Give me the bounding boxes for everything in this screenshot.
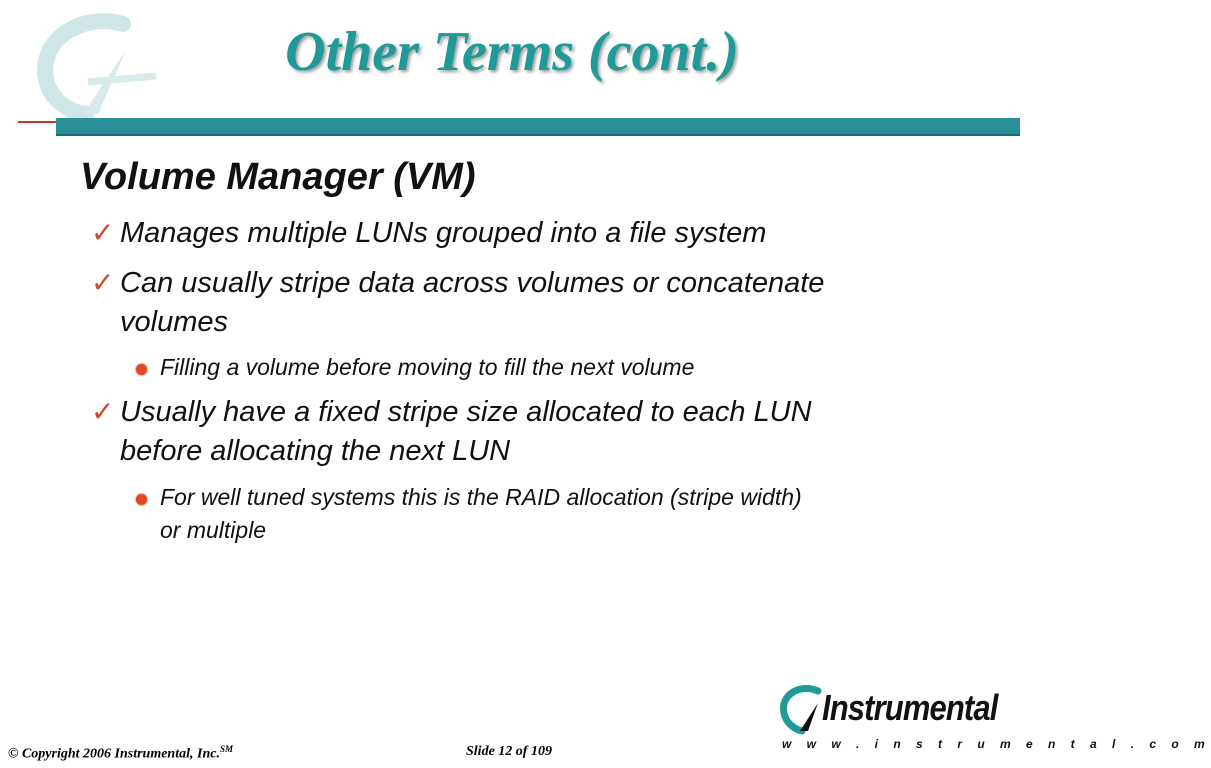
brand-url: w w w . i n s t r u m e n t a l . c o m: [782, 737, 1211, 751]
service-mark: SM: [219, 744, 233, 754]
brand-name: Instrumental: [822, 687, 998, 728]
bullet-2: [120, 264, 1000, 342]
bullet-3-line-2: before allocating the next LUN: [120, 435, 511, 467]
bullet-2-line-1: Can usually stripe data across volumes or concatenate: [120, 267, 825, 299]
title-rule-bar: [56, 118, 1020, 136]
sub-bullet-2-1-line-1: Filling a volume before moving to fill the next volume: [160, 354, 695, 380]
bullet-1-line-1: Manages multiple LUNs grouped into a file system: [120, 217, 767, 249]
section-heading: Volume Manager (VM): [80, 156, 476, 198]
sub-bullet-2-1: [160, 351, 694, 384]
slide-number: Slide 12 of 109: [466, 744, 552, 759]
bullet-2-line-2: volumes: [120, 306, 228, 338]
instrumental-brand-logo: [778, 683, 1211, 755]
bullet-3: [120, 393, 1000, 471]
check-mark-icon: ✓: [91, 396, 115, 427]
sub-bullet-3-1: [160, 481, 1000, 547]
sub-bullet-3-1-line-2: or multiple: [160, 517, 267, 543]
instrumental-swoosh-logo-icon: [778, 683, 826, 735]
check-mark-icon: ✓: [91, 267, 115, 298]
dot-icon: [136, 364, 147, 375]
check-mark-icon: ✓: [91, 217, 115, 248]
bullet-1: [120, 214, 766, 253]
copyright-text: © Copyright 2006 Instrumental, Inc.: [8, 746, 220, 762]
footer-copyright: [8, 744, 233, 763]
sub-bullet-3-1-line-1: For well tuned systems this is the RAID allocation (stripe width): [160, 484, 802, 510]
title-rule-accent: [18, 121, 56, 123]
slide-title: Other Terms (cont.): [285, 21, 739, 83]
bullet-3-line-1: Usually have a fixed stripe size allocated to each LUN: [120, 396, 812, 428]
dot-icon: [136, 494, 147, 505]
